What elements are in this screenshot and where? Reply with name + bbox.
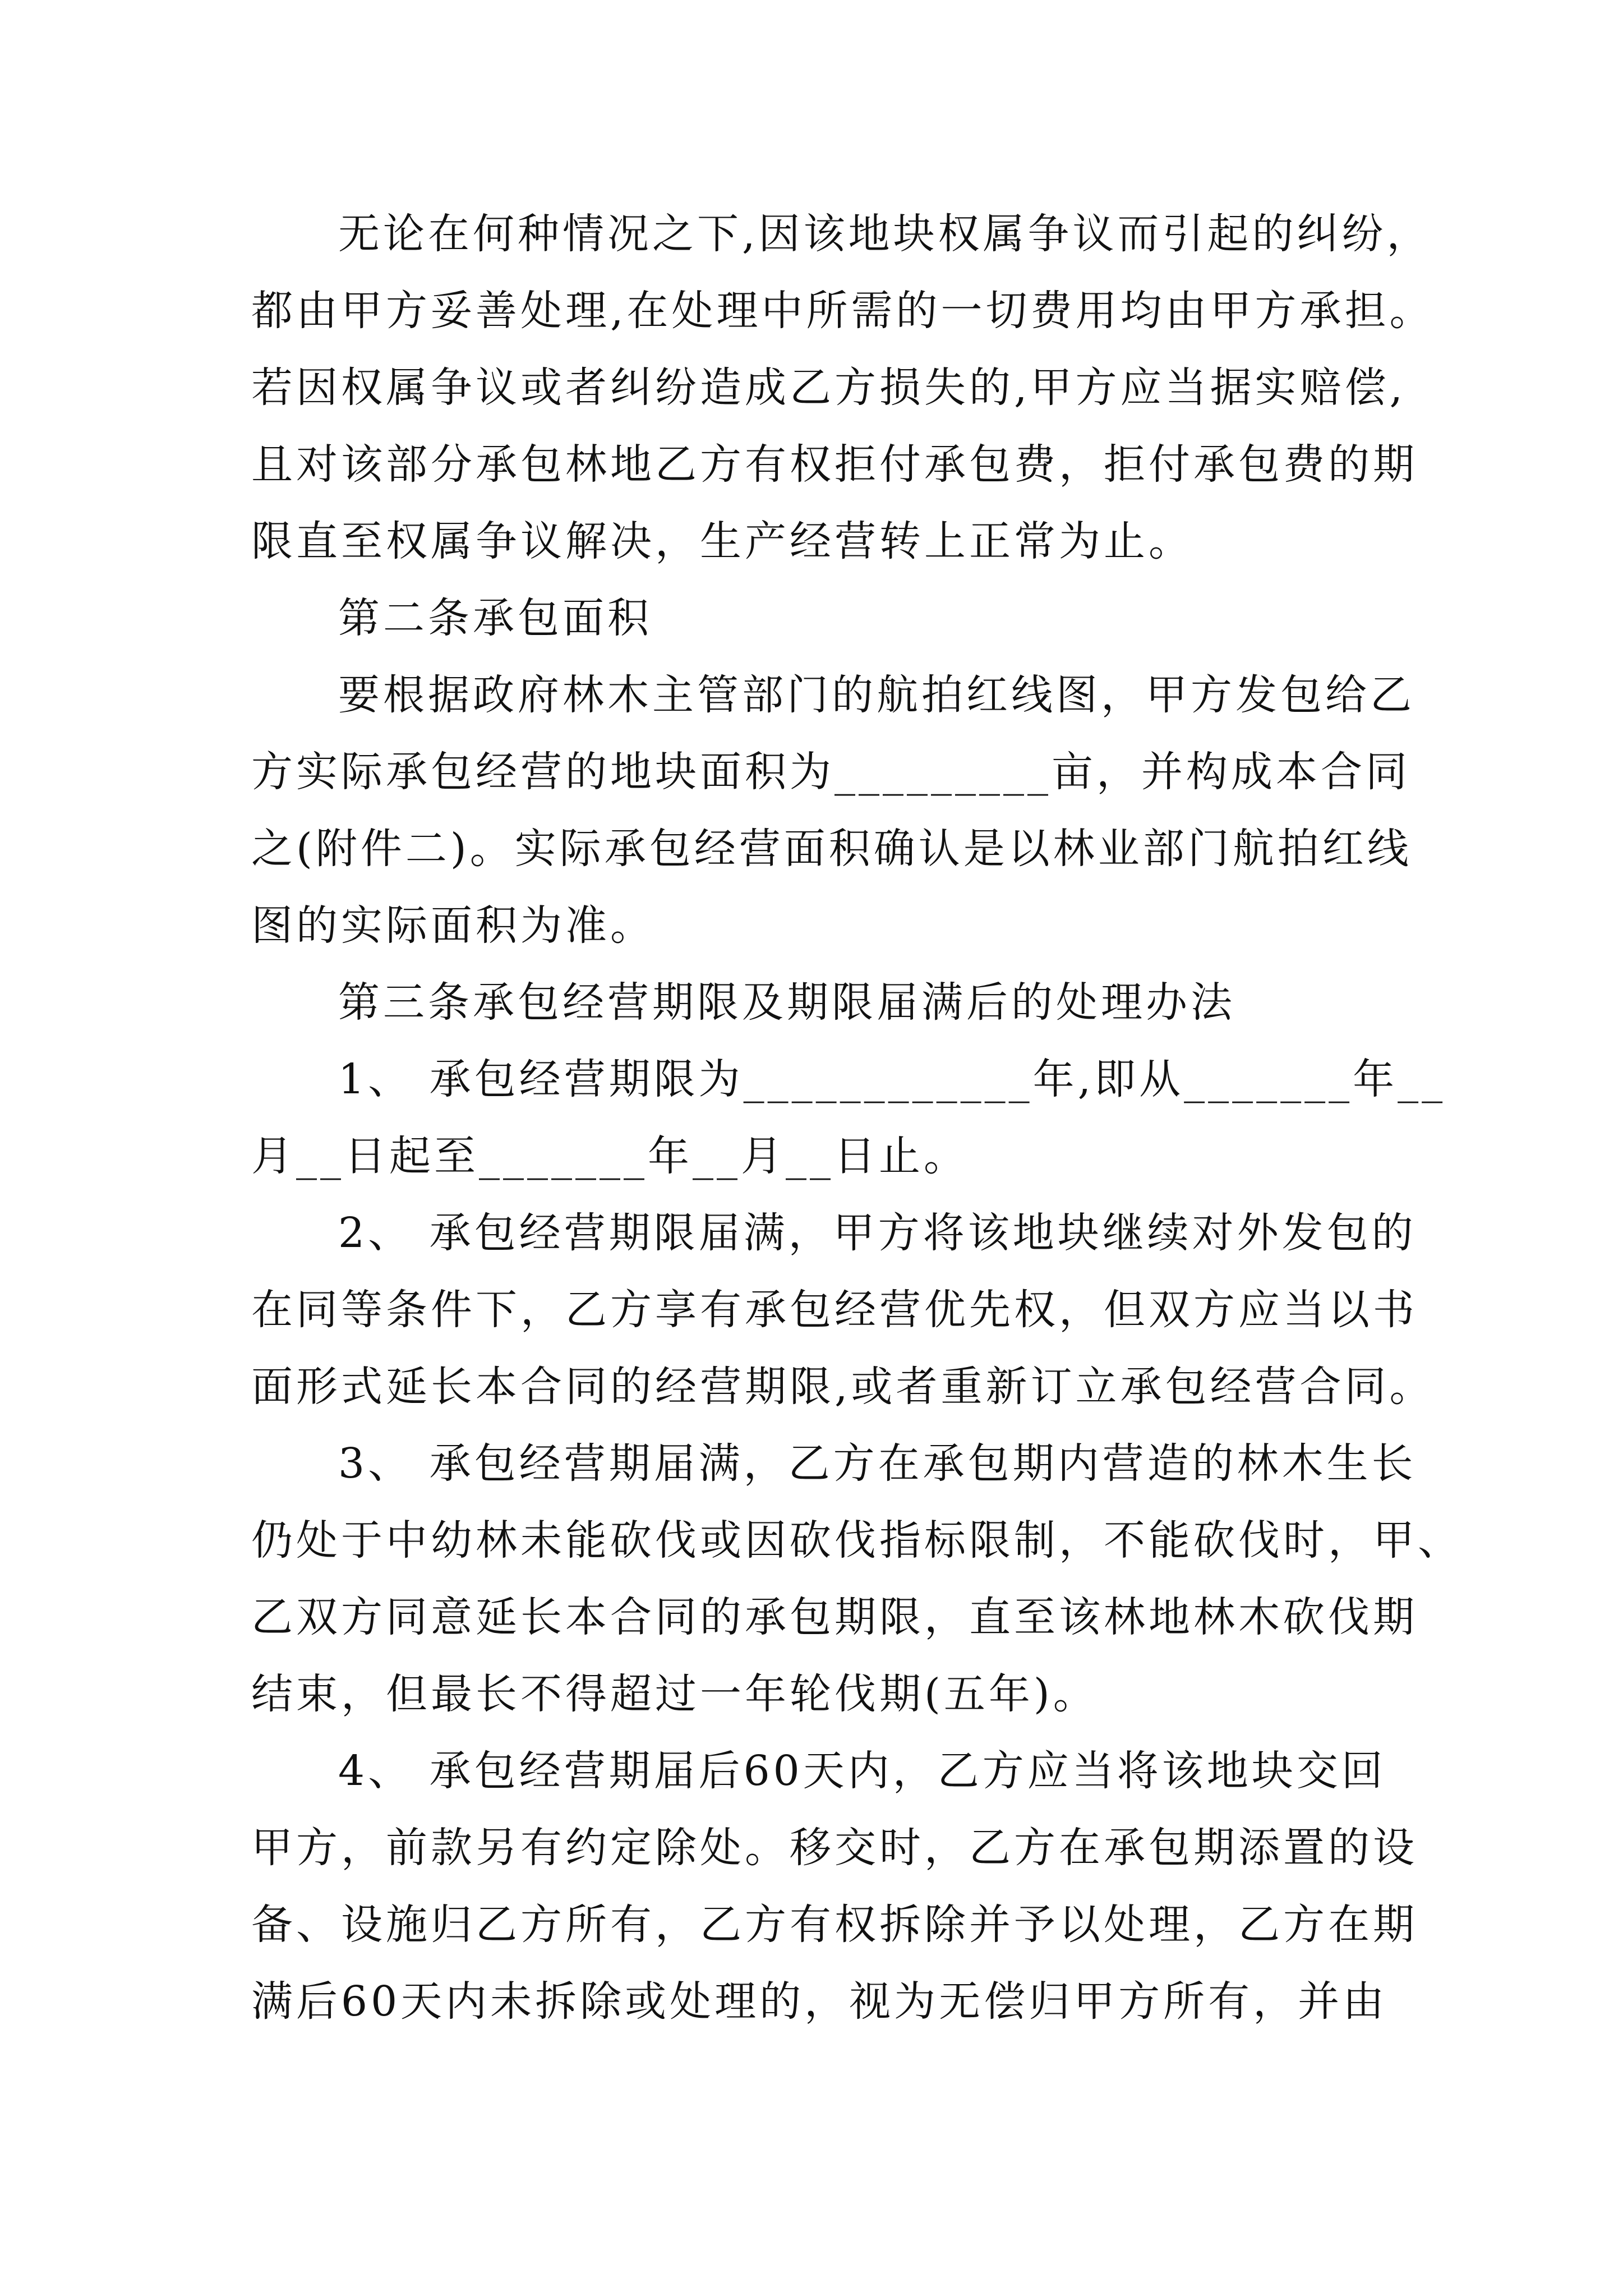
paragraph-line-15: 在同等条件下，乙方享有承包经营优先权，但双方应当以书 bbox=[251, 1286, 1418, 1334]
paragraph-line-16: 面形式延长本合同的经营期限,或者重新订立承包经营合同。 bbox=[251, 1363, 1435, 1411]
paragraph-line-20: 结束，但最长不得超过一年轮伐期(五年)。 bbox=[251, 1670, 1098, 1718]
paragraph-line-8: 方实际承包经营的地块面积为_________亩，并构成本合同 bbox=[251, 748, 1410, 796]
paragraph-line-19: 乙双方同意延长本合同的承包期限，直至该林地林木砍伐期 bbox=[251, 1593, 1418, 1641]
paragraph-line-18: 仍处于中幼林未能砍伐或因砍伐指标限制，不能砍伐时，甲、 bbox=[251, 1516, 1463, 1565]
paragraph-line-5: 限直至权属争议解决，生产经营转上正常为止。 bbox=[251, 517, 1193, 565]
paragraph-line-9: 之(附件二)。实际承包经营面积确认是以林业部门航拍红线 bbox=[251, 825, 1412, 873]
paragraph-line-23: 备、设施归乙方所有，乙方有权拆除并予以处理，乙方在期 bbox=[251, 1901, 1418, 1949]
paragraph-line-7: 要根据政府林木主管部门的航拍红线图，甲方发包给乙 bbox=[338, 671, 1415, 719]
paragraph-line-10: 图的实际面积为准。 bbox=[251, 901, 655, 950]
paragraph-line-12: 1、 承包经营期限为____________年,即从_______年__ bbox=[338, 1055, 1446, 1103]
paragraph-line-3: 若因权属争议或者纠纷造成乙方损失的,甲方应当据实赔偿, bbox=[251, 364, 1407, 412]
section-heading-2: 第二条承包面积 bbox=[338, 594, 652, 642]
paragraph-line-24: 满后60天内未拆除或处理的，视为无偿归甲方所有，并由 bbox=[251, 1977, 1388, 2026]
paragraph-line-4: 且对该部分承包林地乙方有权拒付承包费，拒付承包费的期 bbox=[251, 440, 1418, 489]
paragraph-line-17: 3、 承包经营期届满，乙方在承包期内营造的林木生长 bbox=[338, 1439, 1417, 1488]
paragraph-line-14: 2、 承包经营期限届满，甲方将该地块继续对外发包的 bbox=[338, 1209, 1417, 1257]
section-heading-3: 第三条承包经营期限及期限届满后的处理办法 bbox=[338, 978, 1235, 1027]
paragraph-line-22: 甲方，前款另有约定除处。移交时，乙方在承包期添置的设 bbox=[251, 1824, 1418, 1872]
paragraph-line-21: 4、 承包经营期届后60天内，乙方应当将该地块交回 bbox=[338, 1747, 1386, 1795]
paragraph-line-2: 都由甲方妥善处理,在处理中所需的一切费用均由甲方承担。 bbox=[251, 287, 1435, 335]
paragraph-line-1: 无论在何种情况之下,因该地块权属争议而引起的纠纷， bbox=[338, 210, 1432, 258]
paragraph-line-13: 月__日起至_______年__月__日止。 bbox=[251, 1132, 969, 1180]
